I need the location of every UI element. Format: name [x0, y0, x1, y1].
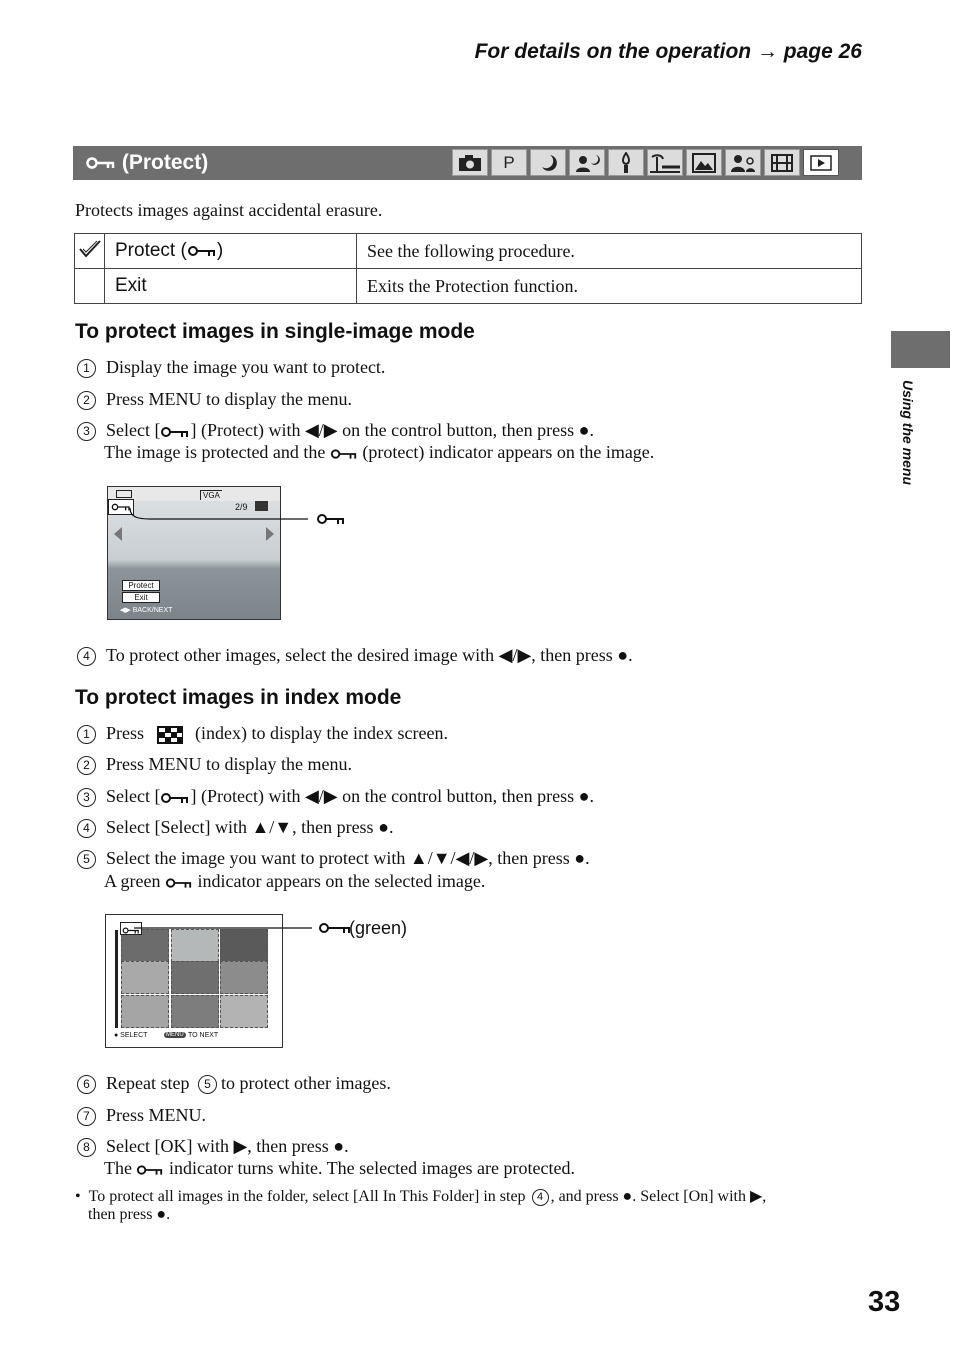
key-icon	[187, 245, 217, 257]
select-hint: ● SELECT	[114, 1032, 148, 1039]
mode-icon-strip	[452, 149, 839, 176]
thumbnail	[171, 961, 219, 994]
prev-arrow-icon	[114, 527, 122, 541]
section-title: (Protect)	[86, 151, 208, 175]
thumbnail	[220, 961, 268, 994]
list-item: 8 Select [OK] with ▶, then press ●.	[77, 1136, 349, 1157]
menu-item-exit: Exit	[122, 592, 160, 603]
table-row	[75, 269, 862, 304]
list-item: 1 Display the image you want to protect.	[77, 357, 385, 378]
step-detail: The indicator turns white. The selected images are protected.	[104, 1158, 575, 1178]
list-item: 3 Select [ ] (Protect) with ◀/▶ on the control button, then press ●.	[77, 786, 594, 807]
thumbnail	[171, 995, 219, 1028]
intro-text: Protects images against accidental erasure.	[75, 200, 383, 220]
index-mode-heading: To protect images in index mode	[75, 686, 402, 709]
index-icon	[157, 726, 183, 744]
callout-line	[126, 918, 356, 938]
step-detail: The image is protected and the (protect) indicator appears on the image.	[104, 442, 655, 462]
option-description: See the following procedure.	[357, 234, 862, 269]
side-section-label: Using the menu	[900, 380, 916, 486]
option-description: Exits the Protection function.	[357, 269, 862, 304]
step-detail: A green indicator appears on the selected image.	[104, 871, 486, 891]
menu-item-protect: Protect	[122, 580, 160, 591]
list-item: 4 Select [Select] with ▲/▼, then press ●.	[77, 817, 393, 838]
single-mode-heading: To protect images in single-image mode	[75, 320, 475, 343]
list-item: 1 Press (index) to display the index screen.	[77, 723, 448, 744]
key-icon	[160, 426, 190, 438]
key-icon	[136, 1164, 164, 1176]
note: • To protect all images in the folder, select [All In This Folder] in step 4 , and press ●. Select [On] with ▶, then press ●.	[75, 1188, 767, 1223]
thumbnail	[121, 995, 169, 1028]
camera-auto-icon	[452, 149, 488, 176]
candle-icon	[608, 149, 644, 176]
battery-icon	[116, 490, 132, 498]
list-item: 3 Select [ ] (Protect) with ◀/▶ on the control button, then press ●.	[77, 420, 594, 441]
page-reference: For details on the operation → page 26	[474, 40, 862, 63]
green-callout-label: (green)	[349, 918, 408, 938]
twilight-portrait-icon	[569, 149, 605, 176]
menu-badge: MENU	[166, 1032, 184, 1038]
list-item: 2 Press MENU to display the menu.	[77, 754, 352, 775]
key-icon	[165, 877, 193, 889]
movie-icon	[764, 149, 800, 176]
thumbnail	[220, 995, 268, 1028]
playback-icon	[803, 149, 839, 176]
program-mode-icon: P	[491, 149, 527, 176]
option-label: Protect ( )	[105, 234, 357, 269]
thumbnail	[121, 961, 169, 994]
list-item: 2 Press MENU to display the menu.	[77, 389, 352, 410]
option-label: Exit	[105, 269, 357, 304]
key-icon	[86, 156, 116, 170]
list-item: 5 Select the image you want to protect with ▲/▼/◀/▶, then press ●.	[77, 848, 590, 869]
options-table	[74, 233, 862, 304]
side-tab	[891, 331, 950, 368]
beach-icon	[647, 149, 683, 176]
page-number: 33	[868, 1286, 901, 1318]
image-counter: 2/9	[235, 502, 248, 512]
soft-snap-icon	[725, 149, 761, 176]
callout-line	[120, 498, 360, 528]
landscape-icon	[686, 149, 722, 176]
key-icon	[160, 792, 190, 804]
scrollbar	[115, 930, 118, 1028]
table-row	[75, 234, 862, 269]
twilight-icon	[530, 149, 566, 176]
list-item: 7 Press MENU.	[77, 1105, 206, 1126]
next-arrow-icon	[266, 527, 274, 541]
checkmark-icon	[75, 234, 105, 269]
list-item: 4 To protect other images, select the desired image with ◀/▶, then press ●.	[77, 645, 633, 666]
key-icon	[330, 448, 358, 460]
nav-hint: ◀▶ BACK/NEXT	[120, 607, 173, 614]
next-hint: TO NEXT	[188, 1032, 219, 1039]
list-item: 6 Repeat step 5 to protect other images.	[77, 1073, 391, 1094]
image-size-label: VGA	[200, 490, 222, 500]
